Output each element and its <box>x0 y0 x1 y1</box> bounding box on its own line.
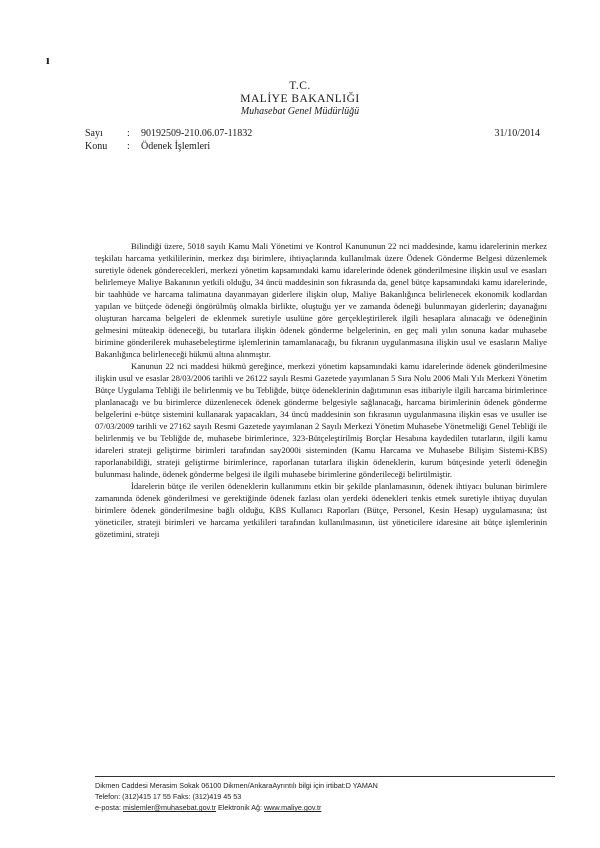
subject-label: Konu <box>85 141 108 152</box>
subject-colon: : <box>127 141 130 152</box>
document-meta <box>85 127 540 153</box>
paragraph-2: Kanunun 22 nci maddesi hükmü gereğince, merkezi yönetim kapsamındaki kamu idarelerinde ödenek gönderilmesine ilişkin usul ve esaslar 28/03/2006 tarihli ve 26122 sayılı Resmi Gazetede yayımlanan 5 Sıra Nolu 2006 Mali Yılı Merkezi Yönetim Bütçe Uygulama Tebliği ile belirlenmiş ve bu Tebliğde, bütçe ödeneklerinin dağıtımının esas itibariyle ilgili harcama birimlerince planlanacağı ve bu birimlerce düzenlenecek ödenek gönderme belgesiyle sağlanacağı, harcama birimlerinin ödenek gönderme belgelerini e-bütçe sistemini kullanarak yapacakları, 34 üncü maddesinin son fıkrasının uygulanmasına ilişkin esas ve usuller ise 07/03/2009 tarihli ve 27162 sayılı Resmi Gazetede yayımlanan 2 Sayılı Merkezi Yönetim Muhasebe Yönetmeliği Genel Tebliği ile belirlenmiş ve bu Tebliğde de, muhasebe birimlerince, 323-Bütçeleştirilmiş Borçlar Hesabına kaydedilen tutarların, ilgili kamu idareleri strateji geliştirme birimleri tarafından say2000i sisteminden (Kamu Harcama ve Muhasebe Bilişim Sistemi-KBS) raporlanabildiği, strateji geliştirme birimlerince, raporlanan tutarlara ilişkin ödeneklerin, kurum bütçesinde yeterli ödeneğin bulunması halinde, ödenek gönderme belgesi ile ilgili muhasebe birimlerine gönderileceği belirtilmiştir. <box>95 361 547 479</box>
reference-row <box>85 127 540 140</box>
letterhead-department: Muhasebat Genel Müdürlüğü <box>240 106 360 117</box>
subject-value: Ödenek İşlemleri <box>141 141 211 152</box>
reference-number: 90192509-210.06.07-11832 <box>141 128 253 139</box>
footer-contact <box>95 802 555 813</box>
margin-mark: ı <box>46 52 50 67</box>
subject-row <box>85 140 540 153</box>
document-date: 31/10/2014 <box>494 128 540 139</box>
footer-address: Dikmen Caddesi Merasim Sokak 06100 Dikmen/AnkaraAyrıntılı bilgi için irtibat:D YAMAN <box>95 781 378 790</box>
footer-phone: Telefon: (312)415 17 55 Faks: (312)419 45 53 <box>95 792 242 801</box>
letterhead-country: T.C. <box>289 80 311 92</box>
letter-body <box>95 240 547 540</box>
footer-email-label: e-posta: <box>95 803 121 812</box>
reference-colon: : <box>127 128 130 139</box>
letterhead-ministry: MALİYE BAKANLIĞI <box>240 93 360 105</box>
paragraph-3: İdarelerin bütçe ile verilen ödeneklerin kullanımını etkin bir şekilde planlamasının, ödenek ihtiyacı bulunan birimlere zamanında ödenek gönderilmesi ve gerektiğinde ödenek fazlası olan yerdeki ödenekleri tenkis etmek suretiyle ihtiyaç duyulan birimlere ödenek gönderilmesine bağlı olduğu, KBS Kullanıcı Raporları (Bütçe, Personel, Kesin Hesap) uygulamasına; üst yöneticiler, strateji birimleri ve harcama yetkilileri tarafından kullanılmasının, üst yöneticilere idaresine ait bütçe işlemlerinin gözetimini, strateji <box>95 481 547 539</box>
letter-footer <box>95 776 555 813</box>
footer-web-link[interactable]: www.maliye.gov.tr <box>263 803 322 812</box>
footer-email-link[interactable]: mislemler@muhasebat.gov.tr <box>122 803 217 812</box>
footer-web-label: Elektronik Ağ: <box>218 803 262 812</box>
letterhead <box>0 80 600 118</box>
paragraph-1: Bilindiği üzere, 5018 sayılı Kamu Mali Yönetimi ve Kontrol Kanununun 22 nci maddesinde, kamu idarelerinin merkez teşkilatı harcama yetkililerinin, merkez dışı birimlere, ihtiyaçlarında kullanılmak üzere Ödenek Gönderme Belgesi düzenlemek suretiyle ödenek gönderecekleri, merkezi yönetim kapsamındaki kamu idarelerinde ödenek gönderilmesine ilişkin usul ve esasları belirlemeye Maliye Bakanının yetkili olduğu, 34 üncü maddesinin son fıkrasında da, genel bütçe kapsamındaki kamu idarelerinde, bir taahhüde ve harcama talimatına dayanmayan giderlere ilişkin olup, Maliye Bakanlığınca belirlenecek ekonomik kodlardan yapılan ve bütçede ödeneği öngörülmüş olmakla birlikte, oluştuğu yer ve zamanda ödeneği bulunmayan giderlerin; dayanağını oluşturan harcama belgeleri de eklenmek suretiyle usulüne göre gerçekleştirilerek ilgili hesaplara alınacağı ve ödeneğinin gelmesini müteakip ödeneceği, bu tutarlara ilişkin ödenek gönderme belgelerinin, en geç mali yılın sonuna kadar muhasebe birimine gönderilerek muhasebeleştirme işlemlerinin tamamlanacağı, bu fıkranın uygulanmasına ilişkin usul ve esasların Maliye Bakanlığınca belirleneceği hükmü altına alınmıştır. <box>95 241 547 359</box>
reference-label: Sayı <box>85 128 103 139</box>
